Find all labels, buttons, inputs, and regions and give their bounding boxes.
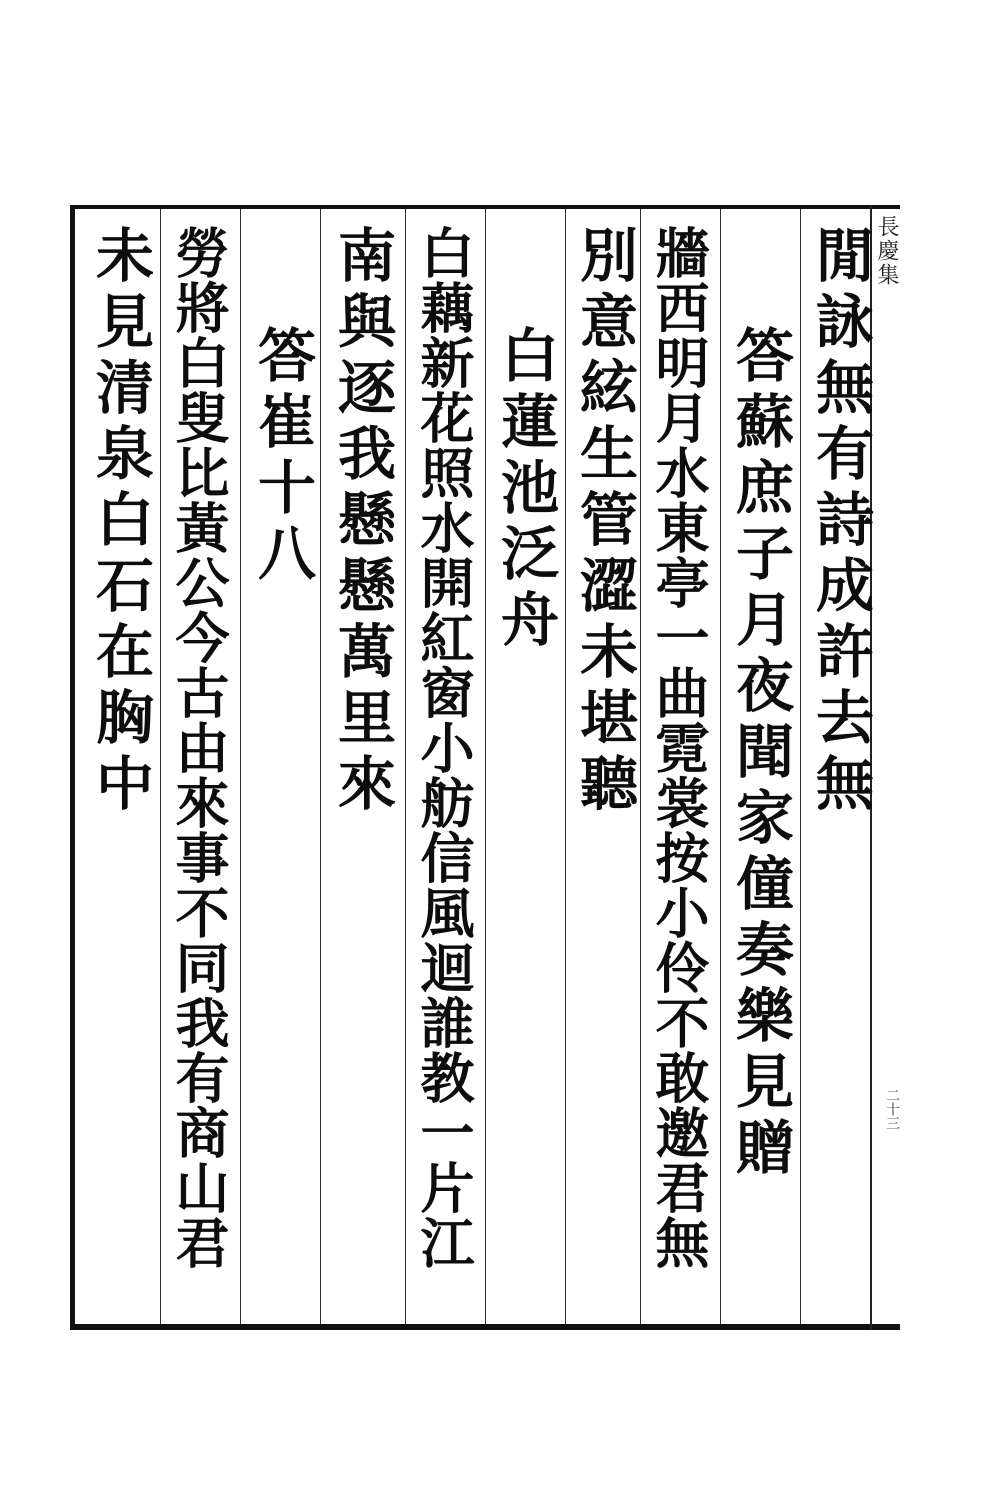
text-column: 白蓮池泛舟 xyxy=(491,325,559,655)
text-column: 勞將白叟比黃公今古由來事不同我有商山君 xyxy=(167,225,231,1270)
text-column: 牆西明月水東亭一曲霓裳按小伶不敢邀君無 xyxy=(647,225,711,1270)
column-rule xyxy=(485,209,486,1324)
column-rule xyxy=(320,209,321,1324)
text-column: 白藕新花照水開紅窗小舫信風迴誰教一片江 xyxy=(412,225,476,1270)
text-column: 答崔十八 xyxy=(248,325,316,589)
text-column: 答蘇庶子月夜聞家僮奏樂見贈 xyxy=(726,325,794,1183)
text-column: 閒詠無有詩成許去無 xyxy=(806,225,874,819)
text-column: 別意絃生管澀未堪聽 xyxy=(570,225,638,819)
column-rule xyxy=(720,209,721,1324)
page-number: 二十三 xyxy=(884,1088,900,1130)
column-rule xyxy=(405,209,406,1324)
margin-strip xyxy=(870,205,900,1330)
text-column: 未見清泉白石在胸中 xyxy=(86,225,154,819)
column-rule xyxy=(800,209,801,1324)
column-rule xyxy=(565,209,566,1324)
margin-title: 長慶集 xyxy=(874,215,899,287)
column-rule xyxy=(240,209,241,1324)
text-column: 南與逐我懸懸萬里來 xyxy=(328,225,396,819)
column-rule xyxy=(160,209,161,1324)
column-rule xyxy=(640,209,641,1324)
